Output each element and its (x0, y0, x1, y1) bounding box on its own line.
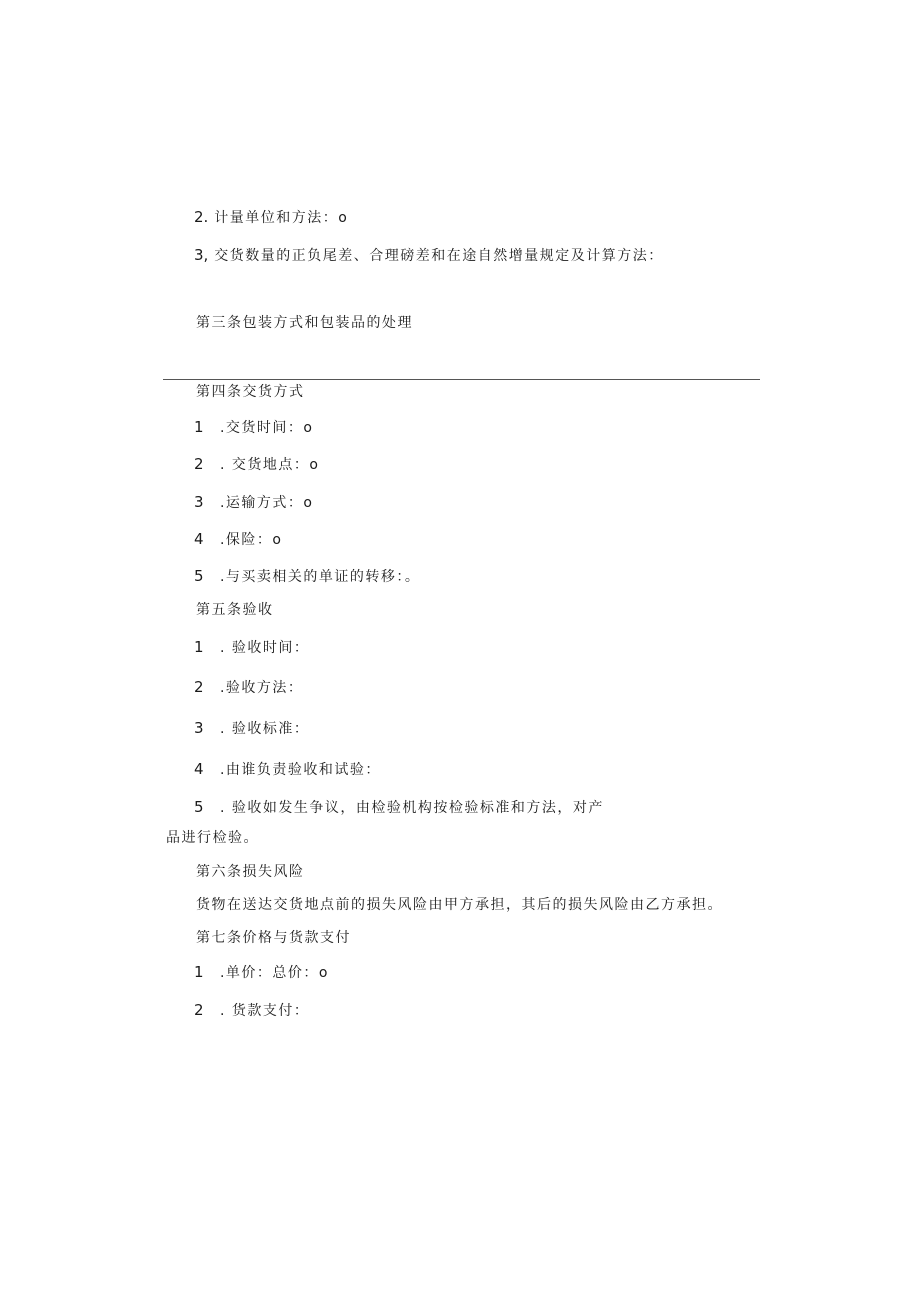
list-item (194, 567, 420, 586)
list-item (194, 638, 309, 657)
line-text: . 交货地点：o (219, 457, 320, 473)
article-6-heading: 第六条损失风险 (196, 864, 305, 880)
list-item (194, 719, 309, 738)
item-number: 2. (194, 208, 209, 226)
list-item (194, 1001, 309, 1020)
line-text: .单价：总价：o (219, 965, 329, 981)
list-item (194, 418, 313, 437)
item-number: 4 (194, 760, 204, 778)
line-text: .验收方法： (219, 680, 304, 696)
item-number: 2 (194, 455, 204, 473)
item-number: 2 (194, 1001, 204, 1019)
item-number: 5 (194, 798, 204, 816)
item-number: 3 (194, 719, 204, 737)
line-text: .交货时间：o (219, 420, 314, 436)
item-number: 4 (194, 530, 204, 548)
risk-paragraph: 货物在送达交货地点前的损失风险由甲方承担，其后的损失风险由乙方承担。 (196, 897, 723, 913)
article-3-heading: 第三条包装方式和包装品的处理 (196, 315, 413, 331)
list-item (194, 530, 282, 549)
measure-unit-method-line (194, 208, 348, 227)
line-text: . 验收如发生争议，由检验机构按检验标准和方法，对产 (219, 800, 604, 816)
article-4-heading: 第四条交货方式 (196, 384, 305, 400)
line-text: .由谁负责验收和试验： (219, 762, 381, 778)
item-number: 2 (194, 678, 204, 696)
article-5-heading: 第五条验收 (196, 602, 274, 618)
item-number: 3, (194, 246, 209, 264)
line-text: . 验收标准： (219, 721, 310, 737)
item-number: 1 (194, 638, 204, 656)
article-7-heading: 第七条价格与货款支付 (196, 930, 351, 946)
item-number: 1 (194, 963, 204, 981)
list-item (194, 455, 319, 474)
list-item (194, 493, 313, 512)
item-number: 5 (194, 567, 204, 585)
line-text: .运输方式：o (219, 495, 314, 511)
item-number: 1 (194, 418, 204, 436)
line-text: . 验收时间： (219, 640, 310, 656)
list-item (194, 798, 604, 817)
line-text: 交货数量的正负尾差、合理磅差和在途自然增量规定及计算方法： (214, 248, 664, 264)
list-item (194, 678, 303, 697)
item-number: 3 (194, 493, 204, 511)
list-item (194, 963, 329, 982)
line-text: 计量单位和方法：o (214, 210, 349, 226)
list-item-continuation: 品进行检验。 (166, 830, 259, 846)
list-item (194, 760, 381, 779)
quantity-tolerance-line (194, 246, 664, 265)
line-text: . 货款支付： (219, 1003, 310, 1019)
line-text: .与买卖相关的单证的转移：。 (219, 569, 421, 585)
horizontal-rule (163, 379, 760, 380)
line-text: .保险：o (219, 532, 283, 548)
